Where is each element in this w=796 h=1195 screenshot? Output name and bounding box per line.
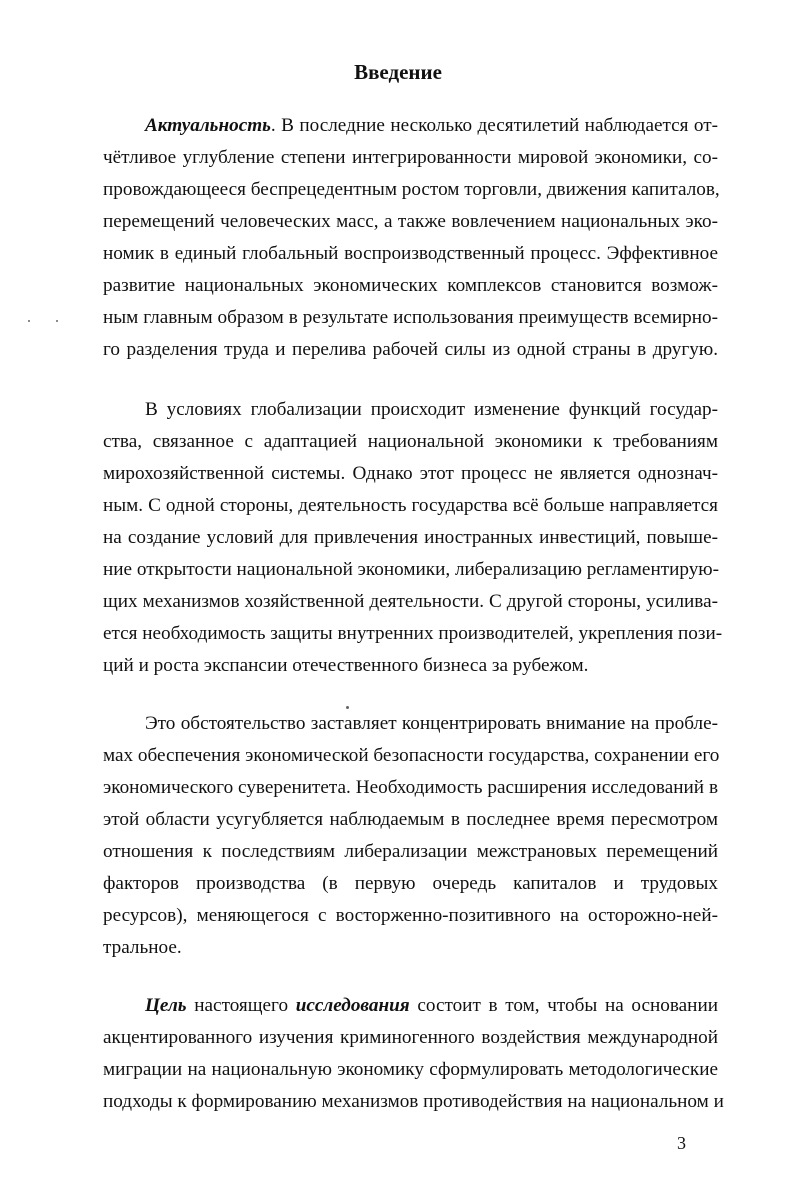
emphasis-term: исследования [295,995,410,1016]
text-line: провождающееся беспрецедентным ростом торговли, движения капиталов, [103,179,720,200]
scan-speck [346,706,349,709]
text-line: экономического суверенитета. Необходимость расширения исследований в [103,777,718,798]
text-line: ресурсов), меняющегося с восторженно-позитивного на осторожно-ней- [103,905,718,926]
text-line: Актуальность. В последние несколько десятилетий наблюдается от- [145,115,718,136]
text-line: подходы к формированию механизмов противодействия на национальном и [103,1091,724,1112]
text-line: этой области усугубляется наблюдаемым в последнее время пересмотром [103,809,718,830]
text-line: отношения к последствиям либерализации межстрановых перемещений [103,841,718,862]
text-line: Цель настоящего исследования состоит в том, чтобы на основании [145,995,718,1016]
page-number: 3 [677,1133,686,1153]
emphasis-term: Цель [145,995,187,1016]
text-line: го разделения труда и перелива рабочей силы из одной страны в другую. [103,339,718,360]
text-line: мирохозяйственной системы. Однако этот процесс не является однознач- [103,463,718,484]
text-line: тральное. [103,937,182,958]
scan-speck [28,320,30,322]
text-line: Это обстоятельство заставляет концентрировать внимание на пробле- [145,713,718,734]
text-line: факторов производства (в первую очередь капиталов и трудовых [103,873,718,894]
text-line: мах обеспечения экономической безопасности государства, сохранении его [103,745,720,766]
text-line: ства, связанное с адаптацией национальной экономики к требованиям [103,431,718,452]
text-line: ется необходимость защиты внутренних производителей, укрепления пози- [103,623,723,644]
text-line: перемещений человеческих масс, а также вовлечением национальных эко- [103,211,718,232]
text-line: ние открытости национальной экономики, либерализацию регламентирую- [103,559,720,580]
page-title: Введение [354,60,442,84]
text-line: ций и роста экспансии отечественного бизнеса за рубежом. [103,655,589,676]
text-line: ным. С одной стороны, деятельность государства всё больше направляется [103,495,718,516]
text-line: чётливое углубление степени интегрированности мировой экономики, со- [103,147,718,168]
text-line: номик в единый глобальный воспроизводственный процесс. Эффективное [103,243,718,264]
text-line: щих механизмов хозяйственной деятельности. С другой стороны, усилива- [103,591,718,612]
text-line: на создание условий для привлечения иностранных инвестиций, повыше- [103,527,718,548]
emphasis-term: Актуальность [145,115,271,136]
scan-speck [56,320,58,322]
text-line: миграции на национальную экономику сформулировать методологические [103,1059,718,1080]
text-line: ным главным образом в результате использования преимуществ всемирно- [103,307,718,328]
text-line: акцентированного изучения криминогенного воздействия международной [103,1027,718,1048]
text-line: развитие национальных экономических комплексов становится возмож- [103,275,718,296]
text-line: В условиях глобализации происходит изменение функций государ- [145,399,718,420]
